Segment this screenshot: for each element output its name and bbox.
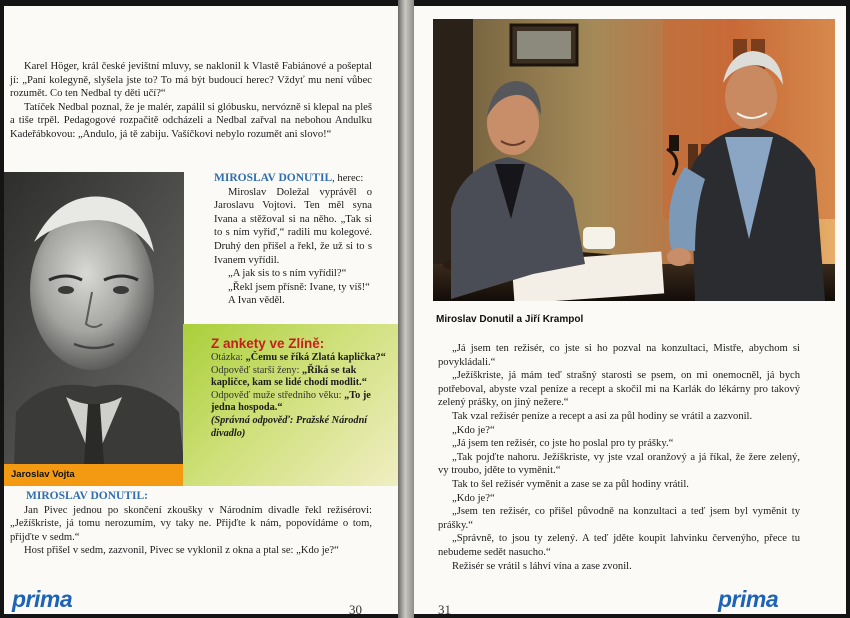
book-gutter [398, 0, 414, 618]
right-paragraph-3: Tak vzal režisér peníze a recept a asi za půl hodiny se vrátil a zazvonil. [452, 410, 753, 422]
intro-paragraph-2: Tatíček Nedbal poznal, že je malér, zapálil si glóbusku, nervózně si klepal na pleš a tiše trpěl. Pedagogové rozpačitě odcházeli a Nedbal zařval na nebohou Andulku Kadeřábkovou: „Andulo, já tě zabiju. Vašíčkovi nebylo rozumět ani slovo!“ [10, 101, 372, 140]
right-paragraph-1: „Já jsem ten režisér, co jste si ho pozval na konzultaci, Mistře, abychom si povykládali.“ [438, 343, 800, 368]
story2-paragraph-2: Host přišel v sedm, zazvonil, Pivec se vyklonil z okna a ptal se: „Kdo je?“ [24, 545, 339, 557]
poll-correct-answer: (Správná odpověď: Pražské Národní divadlo) [211, 414, 368, 439]
portrait-photo-jaroslav-vojta [4, 172, 184, 464]
poll-title: Z ankety ve Zlíně: [211, 336, 325, 351]
interview-photo [433, 19, 835, 301]
poll-answer2: „To je jedna hospoda.“ [211, 389, 371, 414]
story-donutil-vojta [214, 172, 372, 308]
poll-answer2-label: Odpověď muže středního věku: [211, 389, 342, 401]
prima-logo: prima [12, 586, 73, 612]
right-paragraph-8: „Kdo je?“ [452, 492, 495, 504]
poll-box [183, 324, 402, 486]
page-number-left: 30 [349, 602, 362, 614]
story1-paragraph-4: A Ivan věděl. [228, 295, 285, 307]
photo-donutil-krampol [433, 19, 835, 301]
poll-answer1: „Říká se tak kapličce, kam se lidé chodí modlit.“ [211, 364, 367, 389]
right-paragraph-5: „Já jsem ten režisér, co jste ho poslal pro ty prášky.“ [452, 438, 674, 450]
story-donutil-pivec [10, 490, 372, 558]
right-paragraph-2: „Ježíškriste, já mám teď strašný starosti se psem, on mi onemocněl, já bych potřeboval, abyste vzal peníze a recept a skočil mi na Karlák do lékárny pro takový zelený prášky, on jiný nežere.“ [438, 370, 800, 409]
right-paragraph-4: „Kdo je?“ [452, 424, 495, 436]
right-paragraph-10: „Správně, to jsou ty zelený. A teď jděte koupit lahvinku červenýho, přece tu nebudeme sedět nasucho.“ [438, 533, 800, 558]
right-paragraph-7: Tak to šel režisér vyměnit a zase se za půl hodiny vrátil. [452, 478, 689, 490]
prima-logo-right: prima [718, 586, 779, 612]
left-page [4, 6, 402, 614]
intro-text [10, 60, 372, 142]
right-story-text [438, 342, 800, 573]
right-paragraph-11: Režisér se vrátil s láhví vína a zase zvonil. [452, 560, 632, 572]
right-paragraph-9: „Jsem ten režisér, co přišel původně na konzultaci a teď jsem byl vyměnit ty prášky.“ [438, 506, 800, 531]
portrait-image [4, 172, 184, 464]
poll-question-label: Otázka: [211, 352, 244, 363]
story2-heading: MIROSLAV DONUTIL: [26, 490, 148, 502]
portrait-caption: Jaroslav Vojta [4, 464, 184, 486]
right-page [414, 6, 846, 614]
story1-heading-suffix: , herec: [332, 173, 364, 184]
poll-question: „Čemu se říká Zlatá kaplička?“ [245, 352, 386, 363]
story1-heading: MIROSLAV DONUTIL [214, 172, 333, 184]
photo-caption-right: Miroslav Donutil a Jiří Krampol [436, 314, 584, 325]
intro-paragraph-1: Karel Höger, král české jevištní mluvy, se naklonil k Vlastě Fabiánové a pošeptal jí: „Paní kolegyně, slyšela jste to? To má být budoucí herec? Vždyť mu není vůbec rozumět. Co ten Nedbal ty děti učí?“ [10, 61, 372, 100]
right-paragraph-6: „Tak pojďte nahoru. Ježíškriste, vy jste vzal oranžový a já říkal, že žere zelený, vy troubo, jděte to vyměnit.“ [438, 451, 800, 477]
page-number-right: 31 [438, 602, 451, 614]
story1-paragraph-3: „Řekl jsem přísně: Ivane, ty víš!“ [228, 281, 370, 293]
story2-paragraph-1: Jan Pivec jednou po skončení zkoušky v Národním divadle řekl režisérovi: „Ježíškriste, já tomu nerozumím, vy taky ne. Přijďte k nám, popovídáme o tom, přijďte v sedm.“ [10, 504, 372, 543]
poll-answer1-label: Odpověď starší ženy: [211, 364, 300, 376]
story1-paragraph-2: „A jak sis to s ním vyřídil?“ [228, 268, 347, 280]
story1-paragraph-1: Miroslav Doležal vyprávěl o Jaroslavu Vojtovi. Ten měl syna Ivana a stěžoval si na něho. „Tak si to s ním vyřiď,“ radili mu kolegové. Druhý den přišel a řekl, že už si to s Ivanem vyřídil. [214, 186, 372, 266]
